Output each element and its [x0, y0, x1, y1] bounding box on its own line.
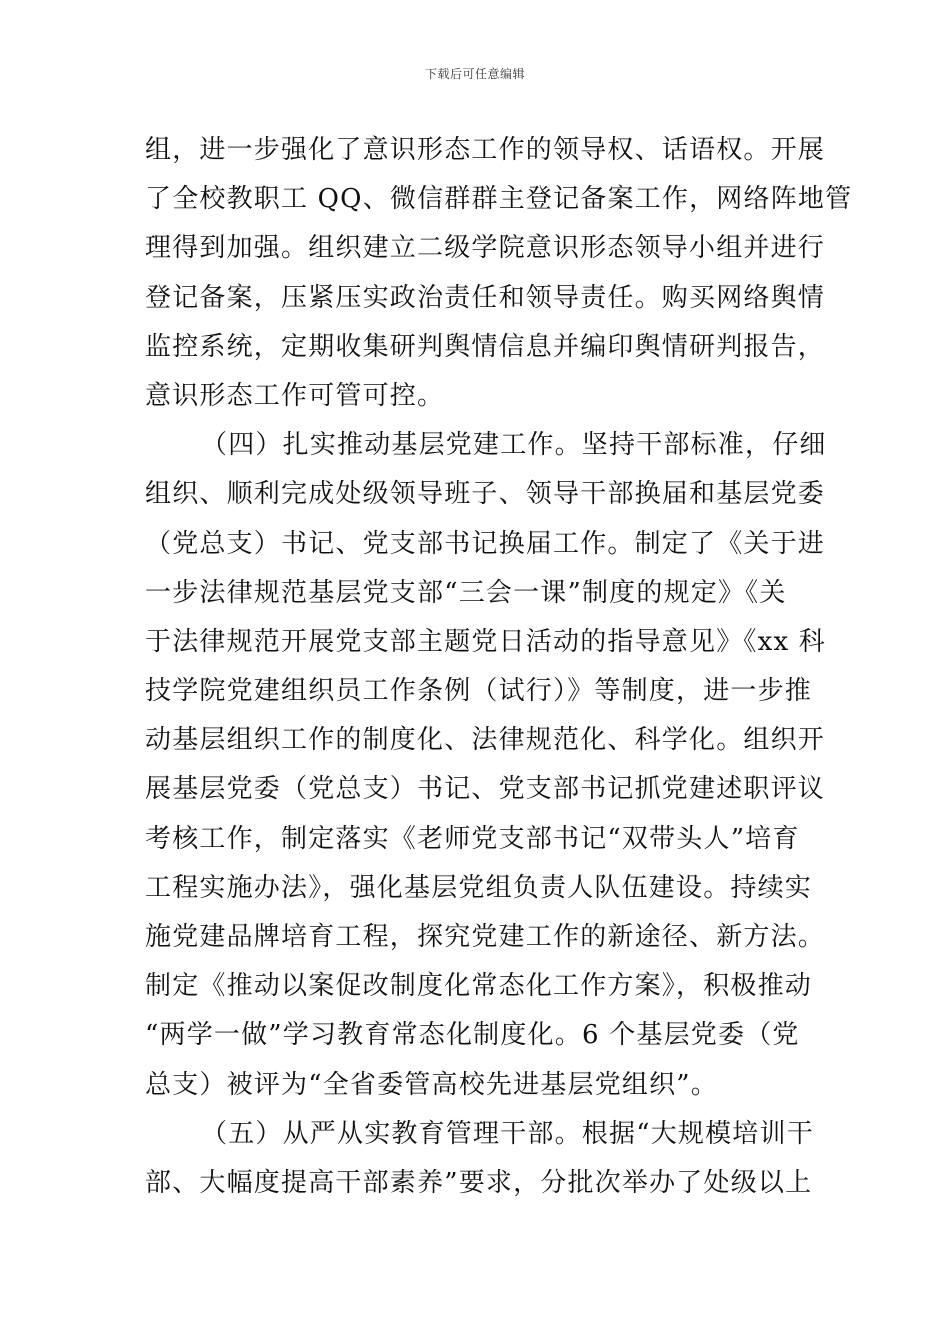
text-line: “两学一做”学习教育常态化制度化。6 个基层党委（党	[145, 1020, 800, 1051]
text-line: 监控系统，定期收集研判舆情信息并编印舆情研判报告，	[145, 331, 826, 362]
text-line: 总支）被评为“全省委管高校先进基层党组织”。	[145, 1069, 718, 1100]
text-line: 组，进一步强化了意识形态工作的领导权、话语权。开展	[145, 135, 826, 165]
paragraph-start-line: （四）扎实推动基层党建工作。坚持干部标准，仔细	[201, 430, 827, 461]
text-line: 了全校教职工 QQ、微信群群主登记备案工作，网络阵地管	[145, 184, 853, 215]
text-line: 展基层党委（党总支）书记、党支部书记抓党建述职评议	[145, 774, 826, 805]
text-line: 考核工作，制定落实《老师党支部书记“双带头人”培育	[145, 823, 800, 854]
text-line: 意识形态工作可管可控。	[145, 380, 445, 411]
text-line: （党总支）书记、党支部书记换届工作。制定了《关于进	[145, 528, 826, 559]
document-body	[145, 131, 853, 1213]
text-line: 工程实施办法》，强化基层党组负责人队伍建设。持续实	[145, 872, 813, 903]
paragraph-start-line: （五）从严从实教育管理干部。根据“大规模培训干	[201, 1118, 814, 1149]
text-line: 技学院党建组织员工作条例（试行）》等制度，进一步推	[145, 676, 813, 707]
text-line: 于法律规范开展党支部主题党日活动的指导意见》《xx 科	[145, 626, 826, 657]
page-header: 下载后可任意编辑	[424, 67, 525, 81]
text-line: 部、大幅度提高干部素养”要求，分批次举办了处级以上	[145, 1167, 813, 1198]
text-line: 制定《推动以案促改制度化常态化工作方案》，积极推动	[145, 971, 813, 1002]
text-line: 一步法律规范基层党支部“三会一课”制度的规定》《关	[145, 577, 787, 608]
text-line: 施党建品牌培育工程，探究党建工作的新途径、新方法。	[145, 922, 826, 952]
text-line: 理得到加强。组织建立二级学院意识形态领导小组并进行	[145, 233, 826, 264]
text-line: 组织、顺利完成处级领导班子、领导干部换届和基层党委	[145, 479, 826, 510]
text-line: 登记备案，压紧压实政治责任和领导责任。购买网络舆情	[145, 282, 826, 313]
text-line: 动基层组织工作的制度化、法律规范化、科学化。组织开	[145, 725, 826, 756]
